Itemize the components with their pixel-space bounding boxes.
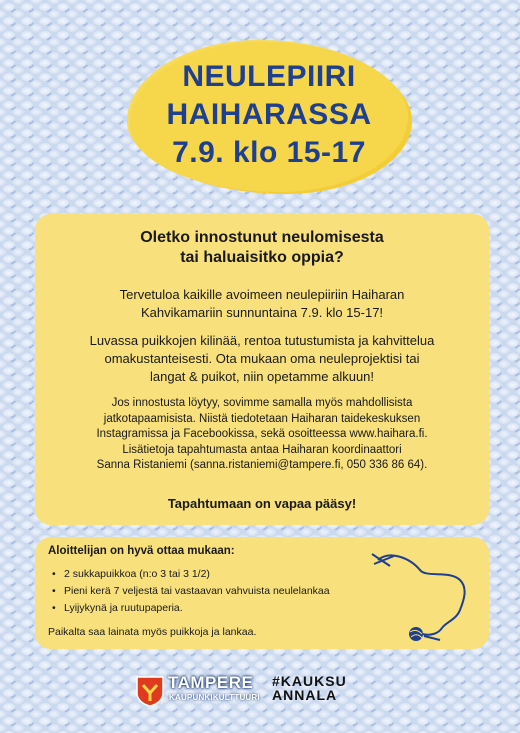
program-paragraph bbox=[52, 332, 472, 386]
list-item: • Pieni kerä 7 veljestä tai vastaavan vahvuista neulelankaa bbox=[50, 583, 330, 600]
list-item: • 2 sukkapuikkoa (n:o 3 tai 3 1/2) bbox=[50, 566, 330, 583]
event-title bbox=[130, 58, 408, 172]
intro-heading-line-1: Oletko innostunut neulomisesta bbox=[140, 229, 384, 246]
yarn-needles-icon bbox=[360, 548, 480, 648]
welcome-line-1: Tervetuloa kaikille avoimeen neulepiiriin Haiharan bbox=[119, 287, 405, 302]
welcome-paragraph bbox=[52, 286, 472, 322]
hashtag-line-2: ANNALA bbox=[272, 687, 338, 703]
followup-paragraph bbox=[52, 396, 472, 474]
intro-heading bbox=[52, 228, 472, 268]
followup-line-1: Jos innostusta löytyy, sovimme samalla myös mahdollisista bbox=[111, 397, 413, 409]
title-line-1: NEULEPIIRI bbox=[182, 60, 356, 93]
tampere-logo-text: TAMPERE bbox=[168, 673, 254, 692]
free-entry-note: Tapahtumaan on vapaa pääsy! bbox=[167, 496, 357, 511]
hashtag-line-1: #KAUKSU bbox=[272, 673, 347, 689]
tampere-crest-icon bbox=[135, 675, 165, 707]
lend-note: Paikalta saa lainata myös puikkoja ja lankaa. bbox=[48, 626, 257, 638]
followup-line-3: Instagramissa ja Facebookissa, sekä osoitteessa www.haihara.fi. bbox=[96, 428, 428, 440]
program-line-3: langat & puikot, niin opetamme alkuun! bbox=[149, 369, 375, 384]
intro-heading-line-2: tai haluaisitko oppia? bbox=[180, 249, 344, 266]
followup-line-5: Sanna Ristaniemi (sanna.ristaniemi@tampere.fi, 050 336 86 64). bbox=[96, 459, 428, 471]
followup-line-2: jatkotapaamisista. Niistä tiedotetaan Haiharan taidekeskuksen bbox=[103, 412, 421, 425]
followup-line-4: Lisätietoja tapahtumasta antaa Haiharan koordinaattori bbox=[122, 443, 402, 456]
title-line-2: HAIHARASSA bbox=[166, 98, 372, 131]
program-line-2: omakustanteisesti. Ota mukaan oma neuleprojektisi tai bbox=[104, 351, 420, 366]
kauksu-hashtag bbox=[272, 674, 347, 702]
title-line-3: 7.9. klo 15-17 bbox=[172, 136, 366, 169]
tampere-logo-subtitle: KAUPUNKIKULTTUURI bbox=[169, 693, 260, 702]
bring-heading: Aloittelijan on hyvä ottaa mukaan: bbox=[48, 545, 235, 557]
welcome-line-2: Kahvikamariin sunnuntaina 7.9. klo 15-17! bbox=[140, 305, 384, 320]
list-item: • Lyijykynä ja ruutupaperia. bbox=[50, 600, 330, 617]
bring-list bbox=[50, 566, 330, 617]
program-line-1: Luvassa puikkojen kilinää, rentoa tutustumista ja kahvittelua bbox=[89, 333, 435, 348]
